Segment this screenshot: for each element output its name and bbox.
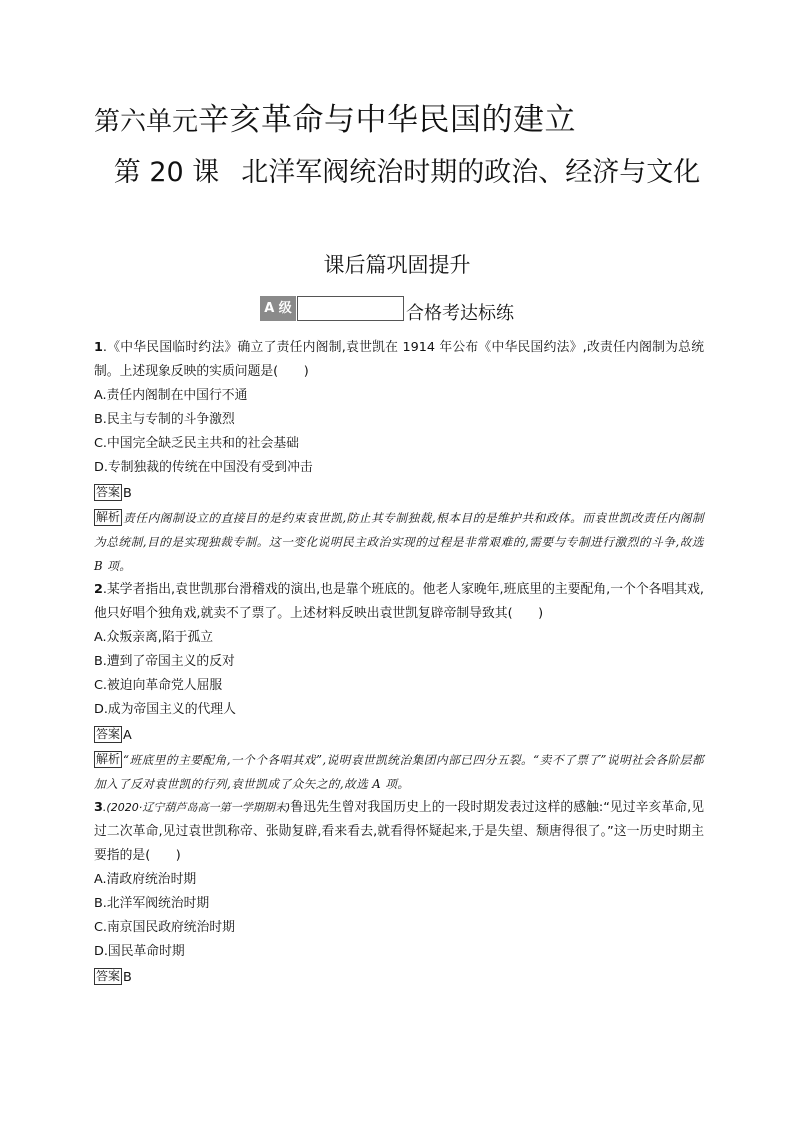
question-number: 3 [94,800,103,815]
analysis-text: 责任内阁制设立的直接目的是约束袁世凯,防止其专制独裁,根本目的是维护共和政体。而袁世凯改责任内阁制为总统制,目的是实现独裁专制。这一变化说明民主政治实现的过程是非常艰难的,需要与专制进行激烈的斗争,故选 B 项。 [94,511,704,573]
question-text: .某学者指出,袁世凯那台滑稽戏的演出,也是靠个班底的。他老人家晚年,班底里的主要配角,一个个各唱其戏,他只好唱个独角戏,就卖不了票了。上述材料反映出袁世凯复辟帝制导致其( ) [94,582,704,621]
question-text: .《中华民国临时约法》确立了责任内阁制,袁世凯在 1914 年公布《中华民国约法》,改责任内阁制为总统制。上述现象反映的实质问题是( ) [94,340,704,379]
question-number: 2 [94,582,103,597]
answer-tag: 答案 [96,969,121,983]
question-stem [94,336,704,384]
answer-value: A [123,728,132,743]
analysis-block [94,506,704,578]
lesson-title [94,150,720,196]
option-c: C.被迫向革命党人屈服 [94,678,223,693]
option-c: C.中国完全缺乏民主共和的社会基础 [94,436,299,451]
analysis-tag: 解析 [96,752,121,766]
answer-value: B [123,486,132,501]
analysis-block [94,748,704,796]
unit-prefix: 第六单元 [94,107,199,137]
question-stem [94,578,704,626]
option-b: B.遭到了帝国主义的反对 [94,654,235,669]
unit-name: 辛亥革命与中华民国的建立 [198,102,577,138]
level-label: 合格考达标练 [406,303,514,324]
question-1 [94,336,704,578]
question-list [94,336,704,990]
question-3 [94,796,704,990]
analysis-text: “班底里的主要配角,一个个各唱其戏”,说明袁世凯统治集团内部已四分五裂。“卖不了票了”说明社会各阶层都加入了反对袁世凯的行列,袁世凯成了众矢之的,故选 A 项。 [94,753,704,791]
option-d: D.国民革命时期 [94,944,185,959]
lesson-number: 第 20 课 [113,157,220,188]
option-d: D.专制独裁的传统在中国没有受到冲击 [94,460,313,475]
question-stem [94,796,704,868]
level-blank-box [297,296,404,321]
lesson-name: 北洋军阀统治时期的政治、经济与文化 [241,157,701,188]
question-source: .(2020·辽宁葫芦岛高一第一学期期末) [102,801,291,814]
answer-line [94,482,704,506]
analysis-tag: 解析 [96,510,121,524]
option-d: D.成为帝国主义的代理人 [94,702,236,717]
option-b: B.民主与专制的斗争激烈 [94,412,235,427]
section-title: 课后篇巩固提升 [323,253,471,277]
option-a: A.众叛亲离,陷于孤立 [94,630,214,645]
option-a: A.清政府统治时期 [94,872,197,887]
option-b: B.北洋军阀统治时期 [94,896,210,911]
option-c: C.南京国民政府统治时期 [94,920,235,935]
answer-line [94,724,704,748]
level-badge: A 级 [260,296,296,321]
option-a: A.责任内阁制在中国行不通 [94,388,248,403]
question-text: 鲁迅先生曾对我国历史上的一段时期发表过这样的感触:“见过辛亥革命,见过二次革命,见过袁世凯称帝、张勋复辟,看来看去,就看得怀疑起来,于是失望、颓唐得很了。”这一历史时期主要指的是( ) [94,800,704,863]
question-2 [94,578,704,796]
answer-line [94,966,704,990]
question-number: 1 [94,340,103,355]
answer-tag: 答案 [96,727,121,741]
unit-title [94,100,714,142]
answer-value: B [123,970,132,985]
answer-tag: 答案 [96,485,121,499]
level-header [260,295,560,325]
